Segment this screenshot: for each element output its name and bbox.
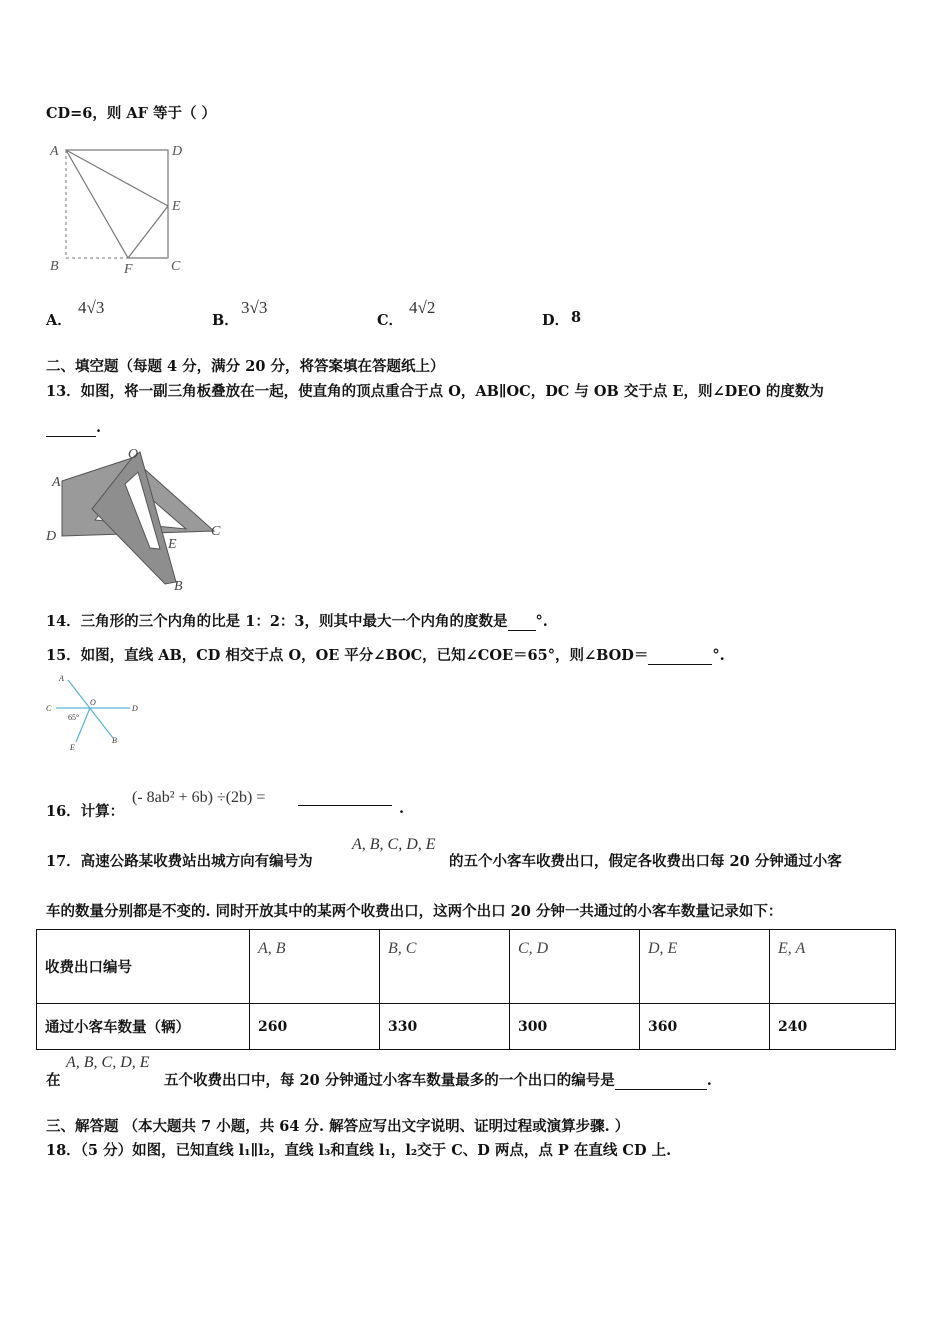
q17-table (36, 929, 896, 1050)
option-b-value: 3√3 (241, 298, 268, 317)
label-d: D (46, 529, 57, 544)
label-d: D (132, 704, 138, 713)
q15-line: 15．如图，直线 AB，CD 相交于点 O，OE 平分∠BOC，已知∠COE＝65°，则∠BOD＝ °. (46, 647, 725, 664)
q14-answer-blank[interactable] (508, 613, 536, 631)
table-cell-pair: E, A (770, 930, 896, 1004)
q17-labels: A, B, C, D, E (352, 836, 436, 853)
q14-line: 14．三角形的三个内角的比是 1：2：3，则其中最大一个内角的度数是 °. (46, 613, 548, 630)
q15-answer-blank[interactable] (648, 647, 712, 665)
label-c: C (171, 259, 181, 274)
label-c: C (211, 524, 221, 539)
q17-answer-blank[interactable] (615, 1072, 707, 1090)
segment-fe (128, 206, 168, 258)
q16-prefix: 16．计算： (46, 803, 125, 820)
option-a-value: 4√3 (78, 298, 105, 317)
square-outline (66, 150, 168, 258)
q13-figure (40, 444, 240, 594)
line-ab (68, 680, 113, 738)
q18-text: 18．（5 分）如图，已知直线 l₁∥l₂，直线 l₃和直线 l₁，l₂交于 C、D 两点，点 P 在直线 CD 上. (46, 1142, 672, 1159)
angle-label: 65° (68, 713, 80, 722)
table-cell-count: 240 (770, 1004, 896, 1050)
q16-expression: (- 8ab² + 6b) ÷(2b) = (132, 789, 266, 806)
label-c: C (46, 704, 52, 713)
label-e: E (168, 537, 177, 552)
label-b: B (50, 259, 59, 274)
q13-answer-blank[interactable] (46, 419, 96, 437)
segment-af (66, 150, 128, 258)
q16-end: . (399, 800, 405, 817)
option-c-letter: C． (377, 312, 404, 329)
q12-figure (44, 138, 204, 278)
table-header-counts: 通过小客车数量（辆） (37, 1004, 250, 1050)
q13-answer-line: . (46, 419, 101, 437)
option-b-letter: B． (212, 312, 239, 329)
section3-title: 三、解答题 （本大题共 7 小题，共 64 分. 解答应写出文字说明、证明过程或演算步骤. ） (46, 1118, 630, 1135)
label-a: A (59, 674, 64, 683)
q17-line2: 车的数量分别都是不变的. 同时开放其中的某两个收费出口，这两个出口 20 分钟一共通过的小客车数量记录如下： (46, 903, 783, 920)
label-a: A (52, 475, 61, 490)
option-d-value: 8 (571, 309, 582, 326)
table-cell-pair: A, B (250, 930, 380, 1004)
table-cell-count: 260 (250, 1004, 380, 1050)
q12-stem: CD=6，则 AF 等于（ ） (46, 105, 217, 122)
label-e: E (70, 743, 75, 752)
label-o: O (128, 447, 139, 462)
table-header-exits: 收费出口编号 (37, 930, 250, 1004)
option-d-letter: D． (542, 312, 570, 329)
table-cell-count: 300 (510, 1004, 640, 1050)
q15-figure (40, 670, 150, 755)
q17-line1-prefix: 17．高速公路某收费站出城方向有编号为 (46, 853, 313, 870)
label-d: D (172, 144, 183, 159)
q17-line1-suffix: 的五个小客车收费出口，假定各收费出口每 20 分钟通过小客 (449, 853, 842, 870)
segment-ae (66, 150, 168, 206)
label-b: B (112, 736, 117, 745)
table-cell-pair: B, C (380, 930, 510, 1004)
label-f: F (124, 262, 133, 277)
label-b: B (174, 579, 183, 594)
label-o: O (90, 698, 96, 707)
section2-title: 二、填空题（每题 4 分，满分 20 分，将答案填在答题纸上） (46, 358, 445, 375)
label-a: A (50, 144, 59, 159)
q17-after-line: 五个收费出口中，每 20 分钟通过小客车数量最多的一个出口的编号是 . (164, 1072, 712, 1089)
table-row (37, 930, 896, 1004)
table-cell-count: 360 (640, 1004, 770, 1050)
table-cell-pair: D, E (640, 930, 770, 1004)
q17-after-labels: A, B, C, D, E (66, 1054, 150, 1071)
q17-after-prefix: 在 (46, 1072, 61, 1089)
table-row (37, 1004, 896, 1050)
option-a-letter: A． (46, 312, 72, 329)
table-cell-pair: C, D (510, 930, 640, 1004)
label-e: E (172, 199, 181, 214)
q13-text: 13．如图，将一副三角板叠放在一起，使直角的顶点重合于点 O，AB∥OC，DC 与 OB 交于点 E，则∠DEO 的度数为 (46, 383, 824, 400)
q16-answer-blank[interactable] (298, 789, 392, 806)
option-c-value: 4√2 (409, 298, 436, 317)
table-cell-count: 330 (380, 1004, 510, 1050)
